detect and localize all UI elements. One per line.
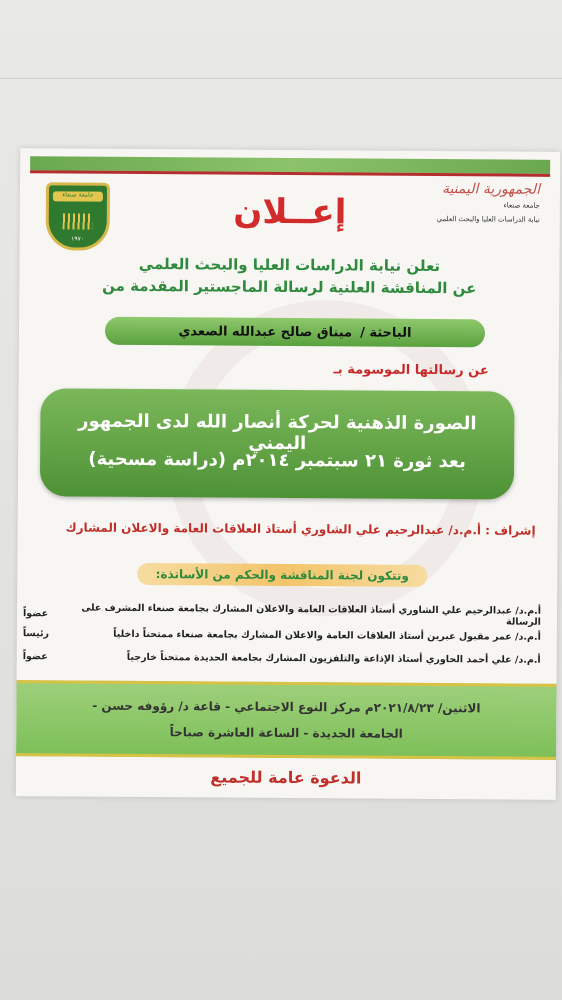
member-role: عضواً [22, 651, 48, 663]
poster-title: إعــلان [233, 191, 347, 233]
committee-member [23, 628, 541, 643]
thesis-title-box [40, 388, 515, 499]
announcement-poster [16, 148, 561, 800]
deanship-name: نيابة الدراسات العليا والبحث العلمي [436, 215, 540, 224]
university-name: جامعة صنعاء [503, 201, 540, 210]
committee-member [23, 602, 541, 628]
thesis-title-line-2: بعد ثورة ٢١ سبتمبر ٢٠١٤م (دراسة مسحية) [88, 448, 466, 473]
intro-line-1: تعلن نيابة الدراسات العليا والبحث العلمي [138, 254, 441, 276]
top-green-band [30, 156, 550, 174]
wall-edge [0, 78, 562, 79]
thesis-title-line-1: الصورة الذهنية لحركة أنصار الله لدى الجمهور اليمني [78, 410, 477, 455]
member-role: رئيساً [22, 628, 50, 640]
logo-name: جامعة صنعاء [62, 191, 94, 199]
member-role: عضواً [22, 607, 49, 619]
researcher-label: الباحثة / [360, 325, 412, 341]
supervisor-line: إشراف : أ.م.د/ عبدالرحيم علي الشاوري أستاذ العلاقات العامة والاعلان المشارك [65, 520, 536, 538]
member-details: أ.م.د/ علي أحمد الحاوري أستاذ الإذاعة والتلفزيون المشارك بجامعة الحديدة ممتحناً خارجياً [126, 651, 541, 666]
member-details: أ.م.د/ عمر مقبول عبرين أستاذ العلاقات العامة والاعلان المشارك بجامعة صنعاء ممتحناً داخلياً [113, 628, 541, 643]
date-location-line: الاثنين/ ٢٠٢١/٨/٢٣م مركز النوع الاجتماعي - قاعة د/ رؤوفه حسن - [92, 698, 481, 716]
committee-member [23, 651, 541, 666]
thesis-intro: عن رسالتها الموسومة بـ [333, 362, 489, 379]
member-details: أ.م.د/ عبدالرحيم علي الشاوري أستاذ العلاقات العامة والاعلان المشارك بجامعة صنعاء المشرف على الرسالة [81, 602, 542, 628]
committee-heading: وتتكون لجنة المناقشة والحكم من الأساتذة: [137, 563, 427, 587]
intro-line-2: عن المناقشة العلنية لرسالة الماجستير المقدمة من [102, 276, 477, 298]
researcher-banner [105, 317, 485, 348]
republic-calligraphy: الجمهورية اليمنية [441, 181, 541, 198]
researcher-name: ميناق صالح عبدالله الصعدي [178, 323, 353, 340]
public-invitation: الدعوة عامة للجميع [210, 767, 362, 788]
schedule-band [16, 680, 557, 760]
venue-time-line: الجامعة الجديدة - الساعة العاشرة صباحاً [169, 725, 403, 741]
logo-year: ١٩٧٠ [71, 235, 85, 243]
